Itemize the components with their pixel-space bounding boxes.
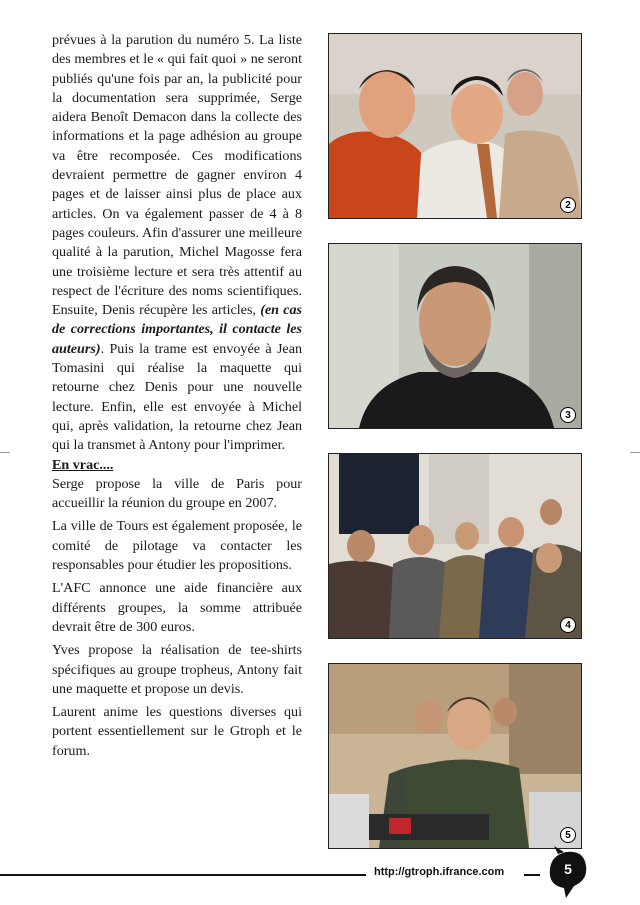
photo-number-badge: 3 — [560, 407, 576, 423]
crop-mark-left — [0, 452, 10, 453]
article-text-column — [52, 31, 302, 761]
photo-number-badge: 4 — [560, 617, 576, 633]
photo-5 — [328, 663, 582, 849]
photo-4 — [328, 453, 582, 639]
photo-2-image — [329, 34, 581, 218]
paragraph-text: prévues à la parution du numéro 5. La liste des membres et le « qui fait quoi » ne seront publiés qu'une fois par an, la publicité pour la documentation sera supprimée, Serge aidera Benoît Demacon dans la collecte des informations et la page adhésion au groupe va être recomposée. Ces modifications devraient permettre de gagner environ 4 pages et de laisser ainsi plus de place aux articles. On va également passer de 4 à 8 pages couleurs. Afin d'assurer une meilleure qualité à la parution, Michel Magosse fera une troisième lecture et sera très attentif au respect de l'écriture des noms scientifiques. Ensuite, Denis récupère les articles, — [52, 32, 302, 319]
crop-mark-right — [630, 452, 640, 453]
footer-url: http://gtroph.ifrance.com — [374, 866, 505, 878]
photo-5-image — [329, 664, 581, 848]
footer-rule-left — [0, 874, 366, 876]
vrac-paragraph-5: Laurent anime les questions diverses qui portent essentiellement sur le Gtroph et le forum. — [52, 704, 302, 759]
page-number: 5 — [564, 861, 572, 877]
photo-4-image — [329, 454, 581, 638]
photo-3-image — [329, 244, 581, 428]
photo-number-badge: 2 — [560, 197, 576, 213]
emphasis-text: (en cas de corrections importantes, il contacte les auteurs) — [52, 302, 302, 357]
vrac-paragraph-2: La ville de Tours est également proposée, le comité de pilotage va contacter les responsables pour étudier les propositions. — [52, 518, 302, 574]
photo-number-badge: 5 — [560, 827, 576, 843]
photo-3 — [328, 243, 582, 429]
photo-2 — [328, 33, 582, 219]
vrac-paragraph-1: Serge propose la ville de Paris pour accueillir la réunion du groupe en 2007. — [52, 475, 302, 512]
footer-rule-right — [524, 874, 540, 876]
section-heading: En vrac.... — [52, 456, 114, 473]
paragraph-text-continued: . Puis la trame est envoyée à Jean Tomasini qui réalise la maquette qui retourne chez Denis pour une nouvelle lecture. Enfin, elle est envoyée à Michel qui, après validation, la retourne chez Jean qui la transmet à Antony pour l'imprimer. — [52, 340, 302, 454]
page-number-fish-icon — [544, 846, 588, 898]
vrac-paragraph-4: Yves propose la réalisation de tee-shirts spécifiques au groupe tropheus, Antony fait une maquette et propose un devis. — [52, 642, 302, 697]
vrac-paragraph-3: L'AFC annonce une aide financière aux différents groupes, la somme attribuée devrait être de 300 euros. — [52, 580, 302, 635]
article-paragraph — [52, 31, 302, 456]
